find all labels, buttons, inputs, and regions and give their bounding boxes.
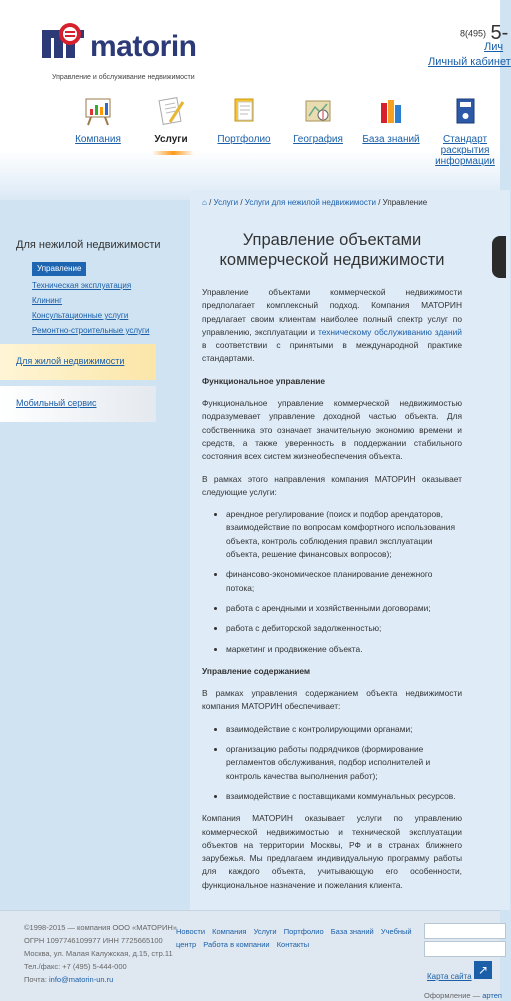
- sidebar-item-repair[interactable]: Ремонтно-строительные услуги: [32, 326, 150, 335]
- phone-digits: 5-: [490, 22, 509, 44]
- footer: [0, 910, 500, 1001]
- article-content: [202, 286, 462, 901]
- nav-services-label: Услуги: [154, 134, 188, 145]
- folder-documents-icon: [229, 96, 259, 126]
- sidebar-item-cleaning[interactable]: Клининг: [32, 296, 63, 305]
- footer-mail-link[interactable]: info@matorin-un.ru: [49, 975, 114, 984]
- list-item: • арендное регулирование (поиск и подбор арендаторов, взаимодействие по вопросам комфортного использования объекта, контроль соблюдения правил эксплуатации объекта, решение финансовых вопросов);: [226, 508, 462, 561]
- footer-copyright: ©1998-2015 — компания ООО «МАТОРИН»: [24, 923, 177, 932]
- footer-phone: Тел./факс: +7 (495) 5-444-000: [24, 962, 127, 971]
- banner-residential-label: Для жилой недвижимости: [16, 356, 125, 366]
- footer-search-input[interactable]: [424, 923, 506, 939]
- footer-ogrn: ОГРН 1097746109977 ИНН 7725665100: [24, 936, 163, 945]
- list-item: • финансово-экономическое планирование денежного потока;: [226, 568, 462, 595]
- chart-board-icon: [83, 96, 113, 126]
- nav-disclosure-standard-label: Стандарт раскрытия информации: [435, 134, 495, 167]
- footer-nav-contacts[interactable]: Контакты: [276, 940, 310, 949]
- map-compass-icon: [303, 96, 333, 126]
- breadcrumb-separator: /: [206, 198, 214, 207]
- nav-knowledge-base[interactable]: [351, 96, 431, 145]
- logo-text: matorin: [90, 30, 197, 63]
- nav-company[interactable]: [58, 96, 138, 145]
- nav-disclosure-standard[interactable]: [425, 96, 505, 167]
- intro-paragraph: [202, 286, 462, 366]
- nav-services[interactable]: [131, 96, 211, 145]
- side-tab[interactable]: [492, 236, 506, 278]
- list-item: • работа с дебиторской задолженностью;: [226, 622, 462, 635]
- intro-text-end: в соответствии с принятыми в международной практике стандартами.: [202, 340, 462, 364]
- sidebar-item-management[interactable]: Управление: [32, 262, 86, 276]
- breadcrumb: [202, 198, 427, 207]
- footer-subscribe-input[interactable]: [424, 941, 506, 957]
- footer-nav-jobs[interactable]: Работа в компании: [203, 940, 270, 949]
- breadcrumb-current: Управление: [382, 198, 428, 207]
- content-list: [202, 723, 462, 803]
- footer-nav-services[interactable]: Услуги: [253, 927, 277, 936]
- footer-address: Москва, ул. Малая Калужская, д.15, стр.11: [24, 949, 173, 958]
- sidebar-list: [32, 258, 149, 338]
- services-list: [202, 508, 462, 656]
- paragraph-final: Компания МАТОРИН оказывает услуги по управлению коммерческой недвижимостью и технической эксплуатации объектов на территории Москвы, РФ и в странах ближнего зарубежья. Мы предлагаем индивидуальную программу работы для каждого объекта, учитывающую его особенности, функциональное назначение и пожелания клиента.: [202, 813, 462, 890]
- intro-text: Управление объектами коммерческой недвижимости предполагает комплексный подход. Компания МАТОРИН предлагает своим клиентам наиболее полный спектр услуг по управлению, эксплуатации и: [202, 287, 462, 337]
- nav-company-label: Компания: [75, 134, 121, 145]
- nav-geography[interactable]: [278, 96, 358, 145]
- footer-design-link[interactable]: артеп: [482, 991, 502, 1000]
- tech-maintenance-link[interactable]: техническому обслуживанию зданий: [317, 326, 462, 337]
- banner-mobile-service[interactable]: [0, 386, 156, 422]
- logo-mark-icon: [42, 22, 84, 58]
- header-link-personal-cabinet[interactable]: Личный кабинет: [428, 56, 511, 68]
- list-item: • организацию работы подрядчиков (формирование регламентов обслуживания, подбор исполнителей и контроль качества выполнения работ);: [226, 743, 462, 783]
- sidebar-heading: Для нежилой недвижимости: [16, 239, 161, 251]
- paragraph-functional: Функциональное управление коммерческой недвижимостью подразумевает управление доходной частью объекта. Для собственника это означает значительную экономию времени и средств, а также уверенность в поддержании стабильного состояния всех систем жизнеобеспечения объекта.: [202, 398, 462, 462]
- footer-mail-label: Почта:: [24, 975, 49, 984]
- footer-nav-company[interactable]: Компания: [212, 927, 247, 936]
- footer-nav: [176, 925, 416, 951]
- sidebar-item-tech-operation[interactable]: Техническая эксплуатация: [32, 281, 132, 290]
- nav-portfolio-label: Портфолио: [217, 134, 271, 145]
- footer-info: [24, 921, 177, 986]
- phone-code: 8(495): [460, 28, 487, 39]
- books-icon: [376, 96, 406, 126]
- breadcrumb-nonresidential[interactable]: Услуги для нежилой недвижимости: [244, 198, 376, 207]
- footer-nav-news[interactable]: Новости: [176, 927, 206, 936]
- paragraph-services-intro: В рамках этого направления компания МАТОРИН оказывает следующие услуги:: [202, 473, 462, 497]
- breadcrumb-home-icon[interactable]: ⌂: [202, 198, 207, 207]
- banner-mobile-service-label: Мобильный сервис: [16, 398, 97, 408]
- heading-content-management: Управление содержанием: [202, 665, 311, 676]
- notepad-pencil-icon: [156, 96, 186, 126]
- footer-nav-training[interactable]: Учебный центр: [176, 927, 412, 949]
- heading-functional: Функциональное управление: [202, 375, 326, 386]
- logo-subtitle: Управление и обслуживание недвижимости: [52, 74, 195, 81]
- list-item: • взаимодействие с поставщиками коммунальных ресурсов.: [226, 790, 462, 803]
- list-item: • взаимодействие с контролирующими органами;: [226, 723, 462, 736]
- footer-nav-portfolio[interactable]: Портфолио: [283, 927, 324, 936]
- list-item: • маркетинг и продвижение объекта.: [226, 643, 462, 656]
- nav-knowledge-base-label: База знаний: [362, 134, 420, 145]
- list-item: • работа с арендными и хозяйственными договорами;: [226, 602, 462, 615]
- nav-portfolio[interactable]: [204, 96, 284, 145]
- footer-mail-line: [24, 973, 177, 986]
- nav-geography-label: География: [293, 134, 343, 145]
- sidebar-item-consulting[interactable]: Консультационные услуги: [32, 311, 129, 320]
- footer-nav-knowledge[interactable]: База знаний: [330, 927, 374, 936]
- nav-active-indicator: [152, 151, 194, 155]
- breadcrumb-services[interactable]: Услуги: [213, 198, 239, 207]
- banner-residential[interactable]: [0, 344, 156, 380]
- breadcrumb-separator: /: [238, 198, 245, 207]
- arrow-up-right-icon[interactable]: ↗: [474, 961, 492, 979]
- breadcrumb-separator: /: [376, 198, 383, 207]
- page-title: Управление объектами коммерческой недвижимости: [219, 231, 445, 269]
- footer-sitemap-link[interactable]: Карта сайта: [427, 972, 472, 981]
- logo[interactable]: [42, 16, 202, 81]
- header-link-cabinet-short[interactable]: Лич: [484, 41, 504, 53]
- footer-design: [424, 991, 502, 1000]
- paragraph-content-intro: В рамках управления содержанием объекта недвижимости компания МАТОРИН обеспечивает:: [202, 688, 462, 712]
- footer-design-label: Оформление —: [424, 991, 483, 1000]
- binder-icon: [450, 96, 480, 126]
